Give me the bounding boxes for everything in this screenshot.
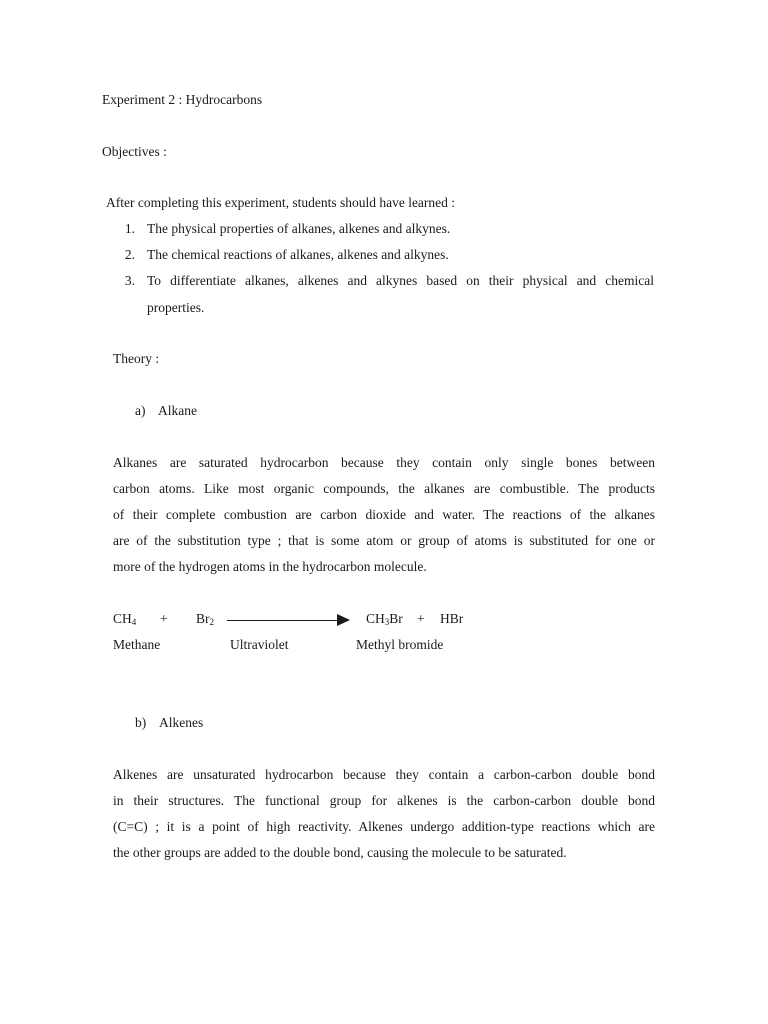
label-ultraviolet: Ultraviolet [230,637,289,652]
reaction-arrow-line [227,620,339,621]
paragraph-line: more of the hydrogen atoms in the hydrocarbon molecule. [113,559,427,574]
list-text: The chemical reactions of alkanes, alkenes and alkynes. [147,247,449,262]
list-text: To differentiate alkanes, alkenes and alkynes based on their physical and chemical [147,273,654,288]
list-number: 2. [124,247,135,262]
paragraph-line: carbon atoms. Like most organic compounds, the alkanes are combustible. The products [113,481,655,496]
paragraph-line: of their complete combustion are carbon dioxide and water. The reactions of the alkanes [113,507,655,522]
list-text: The physical properties of alkanes, alkenes and alkynes. [147,221,451,236]
arrow-right-icon [337,614,350,626]
product-hbr: HBr [440,611,464,626]
list-text-line-1 [147,273,654,289]
paragraph-line: (C=C) ; it is a point of high reactivity. Alkenes undergo addition-type reactions which are [113,819,655,834]
theory-label: Theory : [113,351,160,366]
page-title: Experiment 2 : Hydrocarbons [102,92,263,107]
list-number: 3. [124,273,135,288]
list-text-line-2: properties. [147,300,205,315]
paragraph-line: the other groups are added to the double bond, causing the molecule to be saturated. [113,845,567,860]
list-number: 1. [124,221,135,236]
paragraph-line: Alkanes are saturated hydrocarbon because they contain only single bones between [113,455,655,470]
plus-sign: + [160,611,168,626]
section-heading-alkane: Alkane [158,403,197,418]
label-methane: Methane [113,637,161,652]
plus-sign: + [417,611,425,626]
paragraph-line: are of the substitution type ; that is some atom or group of atoms is substituted for one or [113,533,655,548]
section-heading-alkenes: Alkenes [159,715,204,730]
paragraph-line: in their structures. The functional group for alkenes is the carbon-carbon double bond [113,793,655,808]
objectives-label: Objectives : [102,144,167,159]
reactant-methane: $CH_4$ [113,611,137,627]
product-methyl-bromide: $CH_3Br$ [366,611,403,627]
paragraph-line: Alkenes are unsaturated hydrocarbon because they contain a carbon-carbon double bond [113,767,655,782]
reactant-bromine: $Br_2$ [196,611,214,627]
section-marker: b) [135,715,147,730]
label-methyl-bromide: Methyl bromide [356,637,444,652]
section-marker: a) [135,403,146,418]
objectives-intro: After completing this experiment, students should have learned : [106,195,456,210]
